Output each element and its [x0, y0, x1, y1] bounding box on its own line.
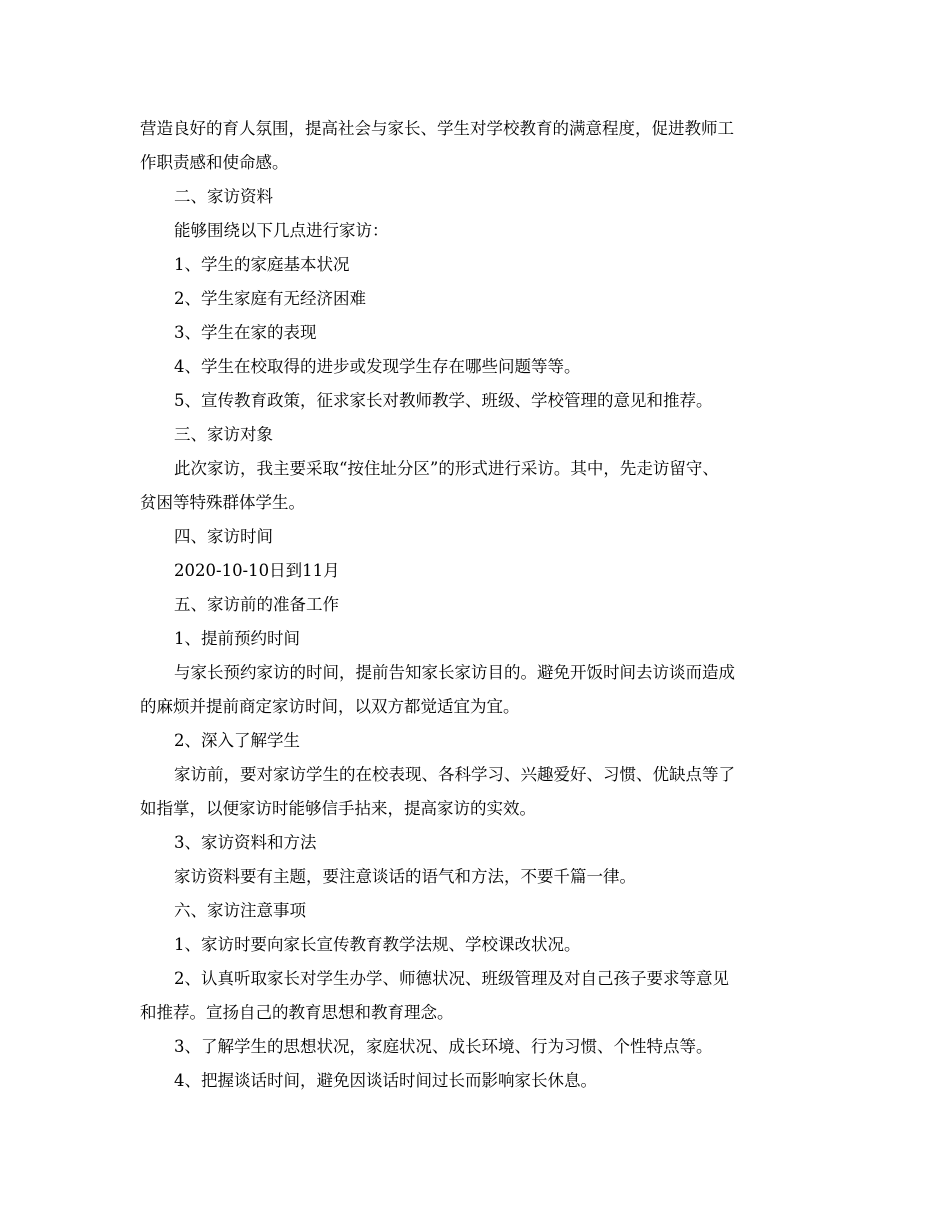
- text-line: 1、学生的家庭基本状况: [174, 255, 350, 274]
- text-line: 1、提前预约时间: [174, 629, 300, 648]
- text-line: 作职责感和使命感。: [140, 153, 289, 172]
- text-line: 4、把握谈话时间，避免因谈话时间过长而影响家长休息。: [174, 1071, 597, 1090]
- text-line: 家访资料要有主题，要注意谈话的语气和方法，不要千篇一律。: [174, 867, 636, 886]
- text-line: 3、了解学生的思想状况，家庭状况、成长环境、行为习惯、个性特点等。: [174, 1037, 713, 1056]
- text-line: 3、家访资料和方法: [174, 833, 317, 852]
- text-line: 营造良好的育人氛围，提高社会与家长、学生对学校教育的满意程度，促进教师工: [140, 119, 734, 138]
- text-line: 如指掌，以便家访时能够信手拈来，提高家访的实效。: [140, 799, 536, 818]
- text-line: 4、学生在校取得的进步或发现学生存在哪些问题等等。: [174, 357, 581, 376]
- text-line: 2、学生家庭有无经济困难: [174, 289, 366, 308]
- text-line: 5、宣传教育政策，征求家长对教师教学、班级、学校管理的意见和推荐。: [174, 391, 713, 410]
- text-line: 三、家访对象: [174, 425, 273, 444]
- text-line: 五、家访前的准备工作: [174, 595, 339, 614]
- text-line: 六、家访注意事项: [174, 901, 306, 920]
- text-line: 二、家访资料: [174, 187, 273, 206]
- text-line: 2、认真听取家长对学生办学、师德状况、班级管理及对自己孩子要求等意见: [174, 969, 729, 988]
- text-line: 2、深入了解学生: [174, 731, 300, 750]
- text-line: 家访前，要对家访学生的在校表现、各科学习、兴趣爱好、习惯、优缺点等了: [174, 765, 735, 784]
- text-line: 和推荐。宣扬自己的教育思想和教育理念。: [140, 1003, 454, 1022]
- text-line: 四、家访时间: [174, 527, 273, 546]
- text-line: 1、家访时要向家长宣传教育教学法规、学校课改状况。: [174, 935, 581, 954]
- text-line: 与家长预约家访的时间，提前告知家长家访目的。避免开饭时间去访谈而造成: [174, 663, 735, 682]
- text-line: 的麻烦并提前商定家访时间，以双方都觉适宜为宜。: [140, 697, 520, 716]
- text-line: 2020-10-10日到11月: [174, 561, 340, 580]
- document-body: [140, 112, 820, 1098]
- text-line: 贫困等特殊群体学生。: [140, 493, 305, 512]
- text-line: 能够围绕以下几点进行家访：: [174, 221, 389, 240]
- text-line: 3、学生在家的表现: [174, 323, 317, 342]
- text-line: 此次家访，我主要采取“按住址分区”的形式进行采访。其中，先走访留守、: [174, 459, 719, 478]
